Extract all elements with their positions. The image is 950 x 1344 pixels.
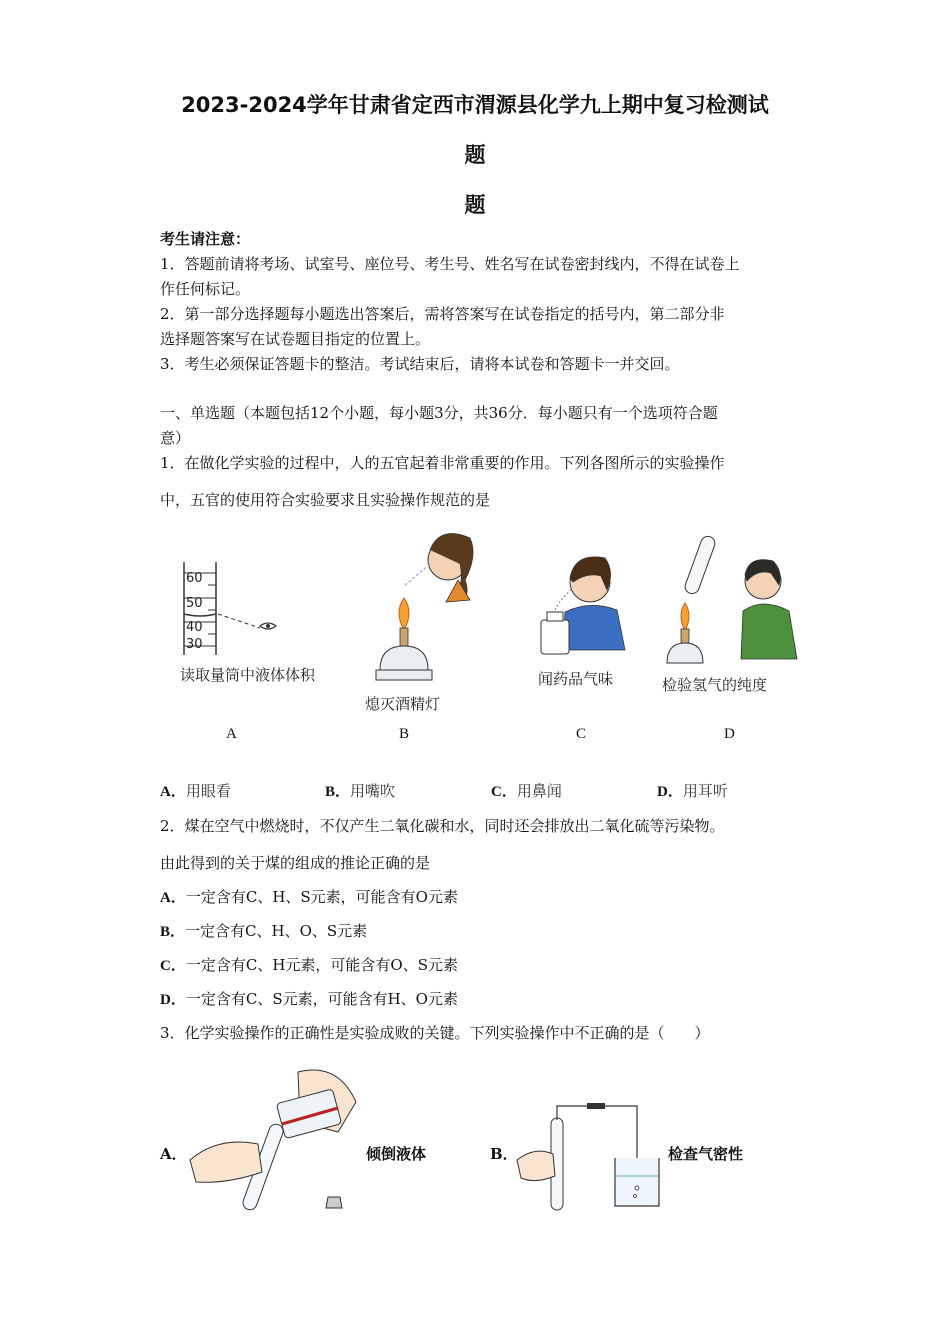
- option-text: 一定含有C、H、S元素，可能含有O元素: [185, 888, 458, 906]
- airtightness-figure: [515, 1098, 665, 1213]
- figure-d-letter: D: [724, 726, 735, 742]
- q1-option-c[interactable]: [491, 780, 562, 801]
- smelling-figure: [535, 550, 635, 660]
- notice-heading: 考生请注意：: [160, 230, 251, 248]
- q2-option-a[interactable]: [160, 886, 458, 907]
- question-2-cont: 由此得到的关于煤的组成的推论正确的是: [160, 854, 431, 872]
- section-heading: 一、单选题（本题包括12个小题，每小题3分，共36分．每小题只有一个选项符合题: [160, 404, 718, 422]
- q2-option-b[interactable]: [160, 920, 367, 941]
- cylinder-tick-40: 40: [186, 620, 203, 635]
- cylinder-tick-30: 30: [186, 637, 203, 652]
- page-title-repeat: 题: [464, 193, 486, 217]
- figure-a-letter: A: [226, 726, 237, 742]
- question-1-cont: 中，五官的使用符合实验要求且实验操作规范的是: [160, 491, 491, 509]
- q1-option-d[interactable]: [657, 780, 728, 801]
- option-label: A．: [160, 784, 186, 800]
- option-text: 一定含有C、H元素，可能含有O、S元素: [185, 956, 458, 974]
- hand-icon: [517, 1151, 555, 1180]
- figure-c-caption: 闻药品气味: [538, 670, 614, 688]
- page-title-continued: 题: [464, 143, 486, 167]
- figure-a-caption: 读取量筒中液体体积: [180, 666, 316, 684]
- notice-item-1: 1．答题前请将考场、试室号、座位号、考生号、姓名写在试卷密封线内，不得在试卷上: [160, 255, 740, 273]
- q3-option-b-caption: 检查气密性: [668, 1145, 744, 1163]
- option-label: B．: [160, 924, 186, 940]
- option-label: D．: [657, 784, 683, 800]
- option-text: 用嘴吹: [350, 782, 396, 800]
- question-1: 1．在做化学实验的过程中，人的五官起着非常重要的作用。下列各图所示的实验操作: [160, 454, 725, 472]
- pouring-liquid-figure: [188, 1062, 363, 1217]
- option-text: 用耳听: [682, 782, 728, 800]
- hydrogen-test-figure: [665, 535, 805, 670]
- figure-b-letter: B: [399, 726, 410, 742]
- q2-option-d[interactable]: [160, 988, 458, 1009]
- notice-item-2: 2．第一部分选择题每小题选出答案后，需将答案写在试卷指定的括号内，第二部分非: [160, 305, 725, 323]
- option-label: B．: [325, 784, 351, 800]
- notice-item-2-cont: 选择题答案写在试卷题目指定的位置上。: [160, 330, 431, 348]
- cylinder-tick-50: 50: [186, 596, 203, 611]
- q2-option-c[interactable]: [160, 954, 458, 975]
- figure-c-letter: C: [576, 726, 587, 742]
- option-label: D．: [160, 992, 186, 1008]
- question-2: 2．煤在空气中燃烧时，不仅产生二氧化碳和水，同时还会排放出二氧化硫等污染物。: [160, 817, 725, 835]
- page-title: 2023-2024学年甘肃省定西市渭源县化学九上期中复习检测试: [181, 93, 769, 117]
- option-text: 一定含有C、S元素，可能含有H、O元素: [185, 990, 458, 1008]
- figure-d-caption: 检验氢气的纯度: [662, 676, 768, 694]
- cylinder-tick-60: 60: [186, 571, 203, 586]
- q1-option-b[interactable]: [325, 780, 395, 801]
- option-text: 用鼻闻: [516, 782, 562, 800]
- q3-option-a-caption: 倾倒液体: [366, 1145, 427, 1163]
- option-text: 用眼看: [185, 782, 231, 800]
- q3-option-a-label[interactable]: A．: [160, 1145, 187, 1163]
- question-3: 3．化学实验操作的正确性是实验成败的关键。下列实验操作中不正确的是（ ）: [160, 1024, 710, 1042]
- figure-b-caption: 熄灭酒精灯: [365, 695, 441, 713]
- q3-option-b-label[interactable]: B．: [490, 1145, 518, 1163]
- notice-item-3: 3．考生必须保证答题卡的整洁。考试结束后，请将本试卷和答题卡一并交回。: [160, 355, 680, 373]
- option-label: C．: [491, 784, 517, 800]
- stopper-icon: [326, 1197, 342, 1208]
- option-label: C．: [160, 958, 186, 974]
- notice-item-1-cont: 作任何标记。: [160, 280, 251, 298]
- option-text: 一定含有C、H、O、S元素: [185, 922, 368, 940]
- flame-icon: [681, 603, 689, 631]
- section-heading-cont: 意）: [160, 429, 191, 447]
- flame-icon: [399, 598, 409, 630]
- option-label: A．: [160, 890, 186, 906]
- alcohol-lamp-blow-figure: [360, 520, 490, 690]
- q1-option-a[interactable]: [160, 780, 231, 801]
